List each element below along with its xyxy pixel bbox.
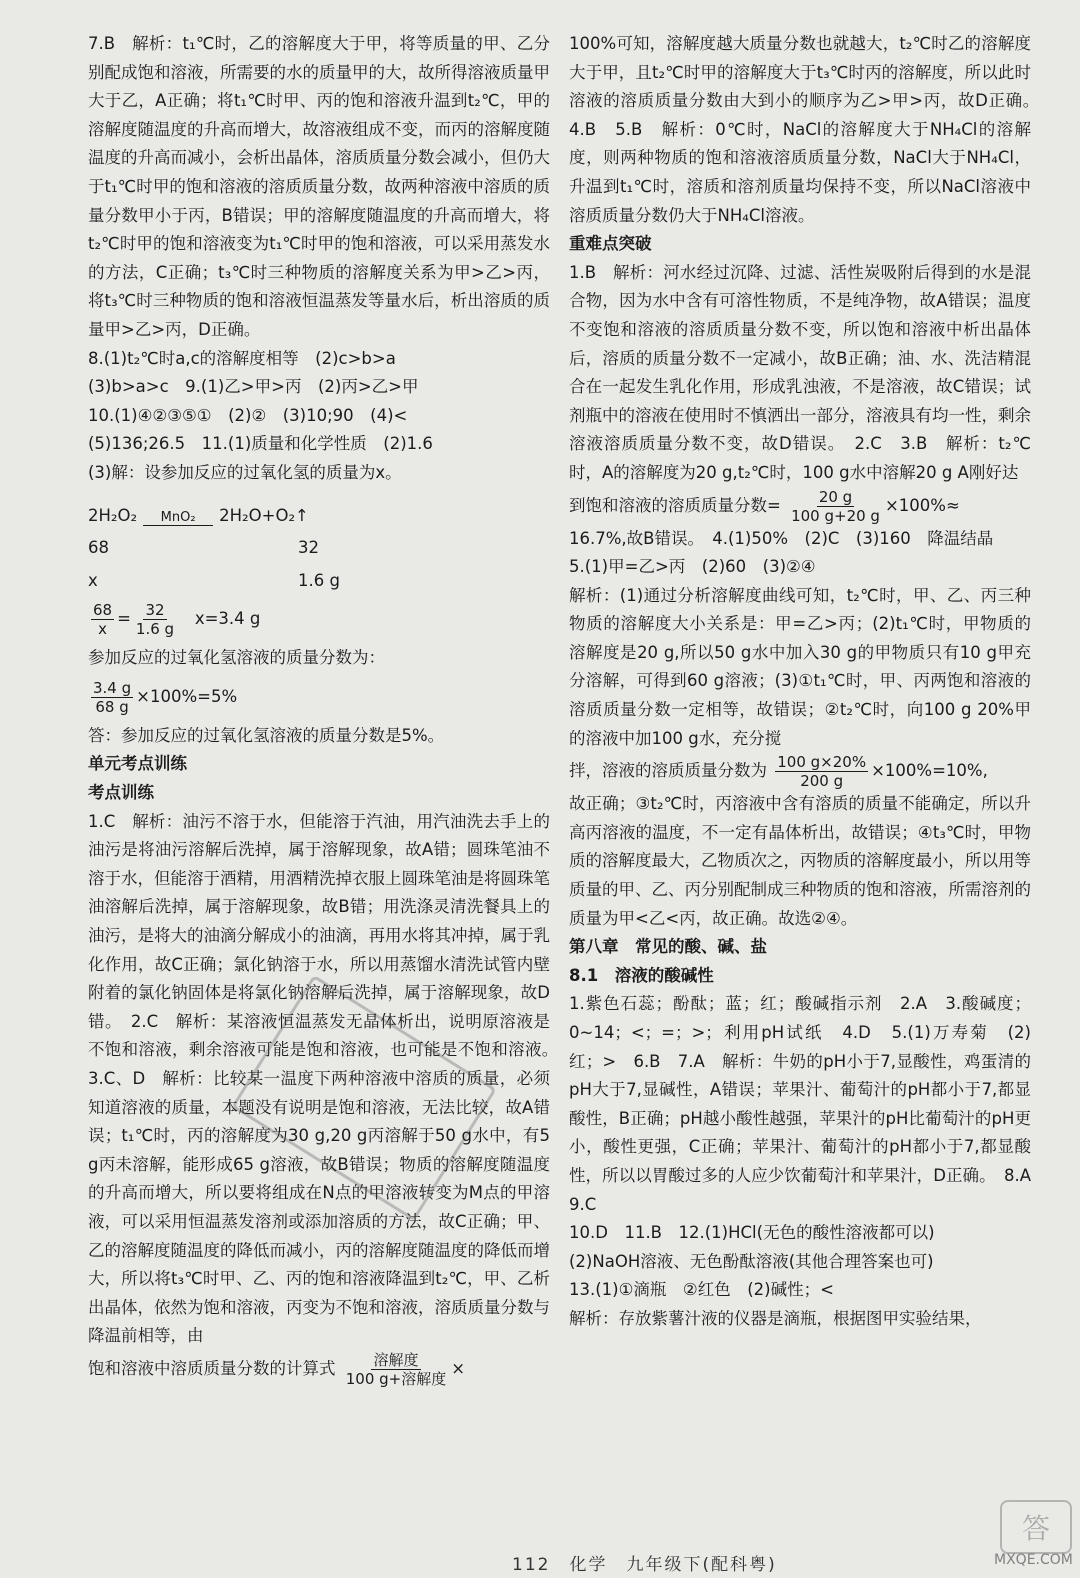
equation-reactant: 2H₂O₂ [88, 505, 138, 525]
answer-10-11: (5)136;26.5 11.(1)质量和化学性质 (2)1.6 [88, 434, 433, 454]
final-answer: 答：参加反应的过氧化氢溶液的质量分数是5%。 [88, 725, 445, 745]
mass-value: 32 [298, 538, 319, 558]
unit-title: 单元考点训练 [88, 754, 187, 774]
analysis: 解析：(1)通过分析溶解度曲线可知，t₂℃时，甲、乙、丙三种物质的溶解度大小关系是：甲=乙>丙；(2)t₁℃时，甲物质的溶解度是20 g,所以50 g水中加入30 g的甲物质只有10 g甲充分溶解，可得到60 g溶液；(3)①t₁℃时，甲、丙两饱和溶液的溶质质量分数一定相等，故错误；②t₂℃时，向100 g 20%甲的溶液中加100 g水，充分搅 [569, 585, 1031, 748]
formula-line: 拌，溶液的溶质质量分数为 $\frac{100 g\times 20\%}{200 g}$ ×100%=10%, [569, 753, 988, 791]
watermark-logo-icon: 答 [1000, 1500, 1072, 1554]
mass-value: 1.6 g [298, 570, 340, 590]
answer-line: (2)NaOH溶液、无色酚酞溶液(其他合理答案也可) [569, 1251, 934, 1271]
mass-value: 68 [88, 538, 109, 558]
catalyst-label: MnO₂ [160, 509, 196, 525]
formula-line: 到饱和溶液的溶质质量分数= $\frac{20 g}{100 g+20 g}$ ×100%≈ [569, 487, 960, 525]
answer-line: 16.7%,故B错误。 4.(1)50% (2)C (3)160 降温结晶 [569, 528, 994, 548]
left-column [88, 30, 567, 1388]
ratio-equation: $\frac{68}{x}$ = $\frac{32}{1.6 g}$ x=3.4 g [93, 601, 261, 639]
fraction: $\frac{\text{溶解度}}{\text{100 g+溶解度}}$ [345, 1350, 447, 1388]
section-title: 8.1 溶液的酸碱性 [569, 965, 714, 985]
analysis: 故正确；③t₂℃时，丙溶液中含有溶质的质量不能确定，所以升高丙溶液的温度，不一定有晶体析出，故错误；④t₃℃时，甲物质的溶解度最大，乙物质次之，丙物质的溶解度最小，所以用等质量的甲、乙、丙分别配制成三种物质的饱和溶液，所需溶剂的质量为甲<乙<丙，故正确。故选②④。 [569, 794, 1031, 928]
fraction: $\frac{68}{x}$ [93, 601, 113, 639]
answer-continuation: 100%可知，溶解度越大质量分数也就越大，t₂℃时乙的溶解度大于甲，且t₂℃时甲的溶解度大于t₃℃时丙的溶解度，所以此时溶液的溶质质量分数由大到小的顺序为乙>甲>丙，故D正确。 4.B 5.B 解析：0℃时，NaCl的溶解度大于NH₄Cl的溶解度，则两种物质的饱和溶液溶质质量分数，NaCl大于NH₄Cl，升温到t₁℃时，溶质和溶剂质量均保持不变，所以NaCl溶液中溶质质量分数仍大于NH₄Cl溶液。 [569, 34, 1048, 225]
watermark-text: MXQE.COM [994, 1552, 1073, 1568]
answer-line: 10.D 11.B 12.(1)HCl(无色的酸性溶液都可以) [569, 1223, 935, 1243]
analysis: 解析：存放紫薯汁液的仪器是滴瓶，根据图甲实验结果， [569, 1308, 982, 1328]
answer-11-3: (3)解：设参加反应的过氧化氢的质量为x。 [88, 462, 402, 482]
answer-7: 7.B 解析：t₁℃时，乙的溶解度大于甲，将等质量的甲、乙分别配成饱和溶液，所需要的水的质量甲的大，故所得溶液质量甲大于乙，A正确；将t₁℃时甲、丙的饱和溶液升温到t₂℃，甲的溶解度随温度的升高而增大，故溶液组成不变，而丙的溶解度随温度的升高而减小，会析出晶体，溶质质量分数会减小，但仍大于t₁℃时甲的饱和溶液的溶质质量分数，故两种溶液中溶质的质量分数甲小于丙，B错误；甲的溶解度随温度的升高而增大，将t₂℃时甲的饱和溶液变为t₁℃时甲的饱和溶液，可以采用蒸发水的方法，C正确；t₃℃时三种物质的溶解度关系为甲>乙>丙，将t₃℃时三种物质的饱和溶液恒温蒸发等量水后，析出溶质的质量甲>乙>丙，D正确。 [88, 34, 550, 339]
answer-line: 13.(1)①滴瓶 ②红色 (2)碱性；< [569, 1280, 834, 1300]
section-heading: 考点训练 [88, 783, 154, 803]
fraction: $\frac{20 g}{100 g+20 g}$ [791, 487, 880, 525]
right-column [569, 30, 1048, 1334]
chemical-equation [88, 502, 550, 531]
answer-8-9: (3)b>a>c 9.(1)乙>甲>丙 (2)丙>乙>甲 [88, 377, 419, 397]
fraction-intro: 参加反应的过氧化氢溶液的质量分数为： [88, 648, 385, 668]
fraction: $\frac{32}{1.6 g}$ [135, 601, 175, 639]
mass-value: x [88, 570, 98, 590]
answer-10: 10.(1)④②③⑤① (2)② (3)10;90 (4)< [88, 405, 408, 425]
mass-row-2 [88, 567, 550, 596]
answer-line: 5.(1)甲=乙>丙 (2)60 (3)②④ [569, 557, 816, 577]
page-footer: 112 化学 九年级下(配科粤) [512, 1555, 777, 1575]
equation-condition [143, 511, 213, 530]
equation-arrow [143, 525, 213, 530]
mass-row-1 [88, 534, 550, 563]
section-heading: 重难点突破 [569, 234, 652, 254]
percent-equation: $\frac{3.4 g}{68 g}$ ×100%=5% [93, 678, 238, 716]
zhongnan-answers: 1.B 解析：河水经过沉降、过滤、活性炭吸附后得到的水是混合物，因为水中含有可溶性物质，不是纯净物，故A错误；温度不变饱和溶液的溶质质量分数不变，所以饱和溶液中析出晶体后，溶质的质量分数不一定减小，故B正确；油、水、洗洁精混合在一起发生乳化作用，形成乳浊液，不是溶液，故C错误；试剂瓶中的溶液在使用时不慎洒出一部分，溶液具有均一性，剩余溶液溶质质量分数不变，故D错误。 2.C 3.B 解析：t₂℃时，A的溶解度为20 g,t₂℃时，100 g水中溶解20 g A刚好达 [569, 262, 1031, 482]
result: x=3.4 g [194, 609, 261, 629]
fraction: $\frac{100 g\times 20\%}{200 g}$ [777, 753, 867, 791]
equation-product: 2H₂O+O₂↑ [219, 505, 309, 525]
formula-line: 饱和溶液中溶质质量分数的计算式 $\frac{\text{溶解度}}{\text{100 g+溶解度}}$ × [88, 1350, 466, 1388]
answer-8: 8.(1)t₂℃时a,c的溶解度相等 (2)c>b>a [88, 348, 396, 368]
chapter-title: 第八章 常见的酸、碱、盐 [569, 937, 767, 957]
kaodian-answers: 1.C 解析：油污不溶于水，但能溶于汽油，用汽油洗去手上的油污是将油污溶解后洗掉，属于溶解现象，故A错；圆珠笔油不溶于水，但能溶于酒精，用酒精洗掉衣服上圆珠笔油是将圆珠笔油溶解后洗掉，属于溶解现象，故B错；用洗涤灵清洗餐具上的油污，是将大的油滴分解成小的油滴，再用水将其冲掉，属于乳化作用，故C正确；氯化钠溶于水，所以用蒸馏水清洗试管内壁附着的氯化钠固体是将氯化钠溶解后洗掉，属于溶解现象，故D错。 2.C 解析：某溶液恒温蒸发无晶体析出，说明原溶液是不饱和溶液，剩余溶液可能是饱和溶液，也可能是不饱和溶液。 3.C、D 解析：比较某一温度下两种溶液中溶质的质量，必须知道溶液的质量，本题没有说明是饱和溶液，无法比较，故A错误；t₁℃时，丙的溶解度为30 g,20 g丙溶解于50 g水中，有5 g丙未溶解，能形成65 g溶液，故B错误；物质的溶解度随温度的升高而增大，所以要将组成在N点的甲溶液转变为M点的甲溶液，可以采用恒温蒸发溶剂或添加溶质的方法，故C正确；甲、乙的溶解度随温度的降低而减小，丙的溶解度随温度的降低而增大，所以将t₃℃时甲、乙、丙的饱和溶液降温到t₂℃，甲、乙析出晶体，依然为饱和溶液，丙变为不饱和溶液，溶质质量分数与降温前相等，由 [88, 811, 567, 1346]
fraction: $\frac{3.4 g}{68 g}$ [93, 678, 132, 716]
answers-8-1: 1.紫色石蕊；酚酞；蓝；红；酸碱指示剂 2.A 3.酸碱度；0~14；<；=；>；利用pH试纸 4.D 5.(1)万寿菊 (2)红；> 6.B 7.A 解析：牛奶的pH小于7,显酸性，鸡蛋清的pH大于7,显碱性，A错误；苹果汁、葡萄汁的pH都小于7,都显酸性，B正确；pH越小酸性越强，苹果汁的pH比葡萄汁的pH更小，酸性更强，C正确；苹果汁、葡萄汁的pH都小于7,都显酸性，所以以胃酸过多的人应少饮葡萄汁和苹果汁，D正确。 8.A 9.C [569, 994, 1048, 1214]
